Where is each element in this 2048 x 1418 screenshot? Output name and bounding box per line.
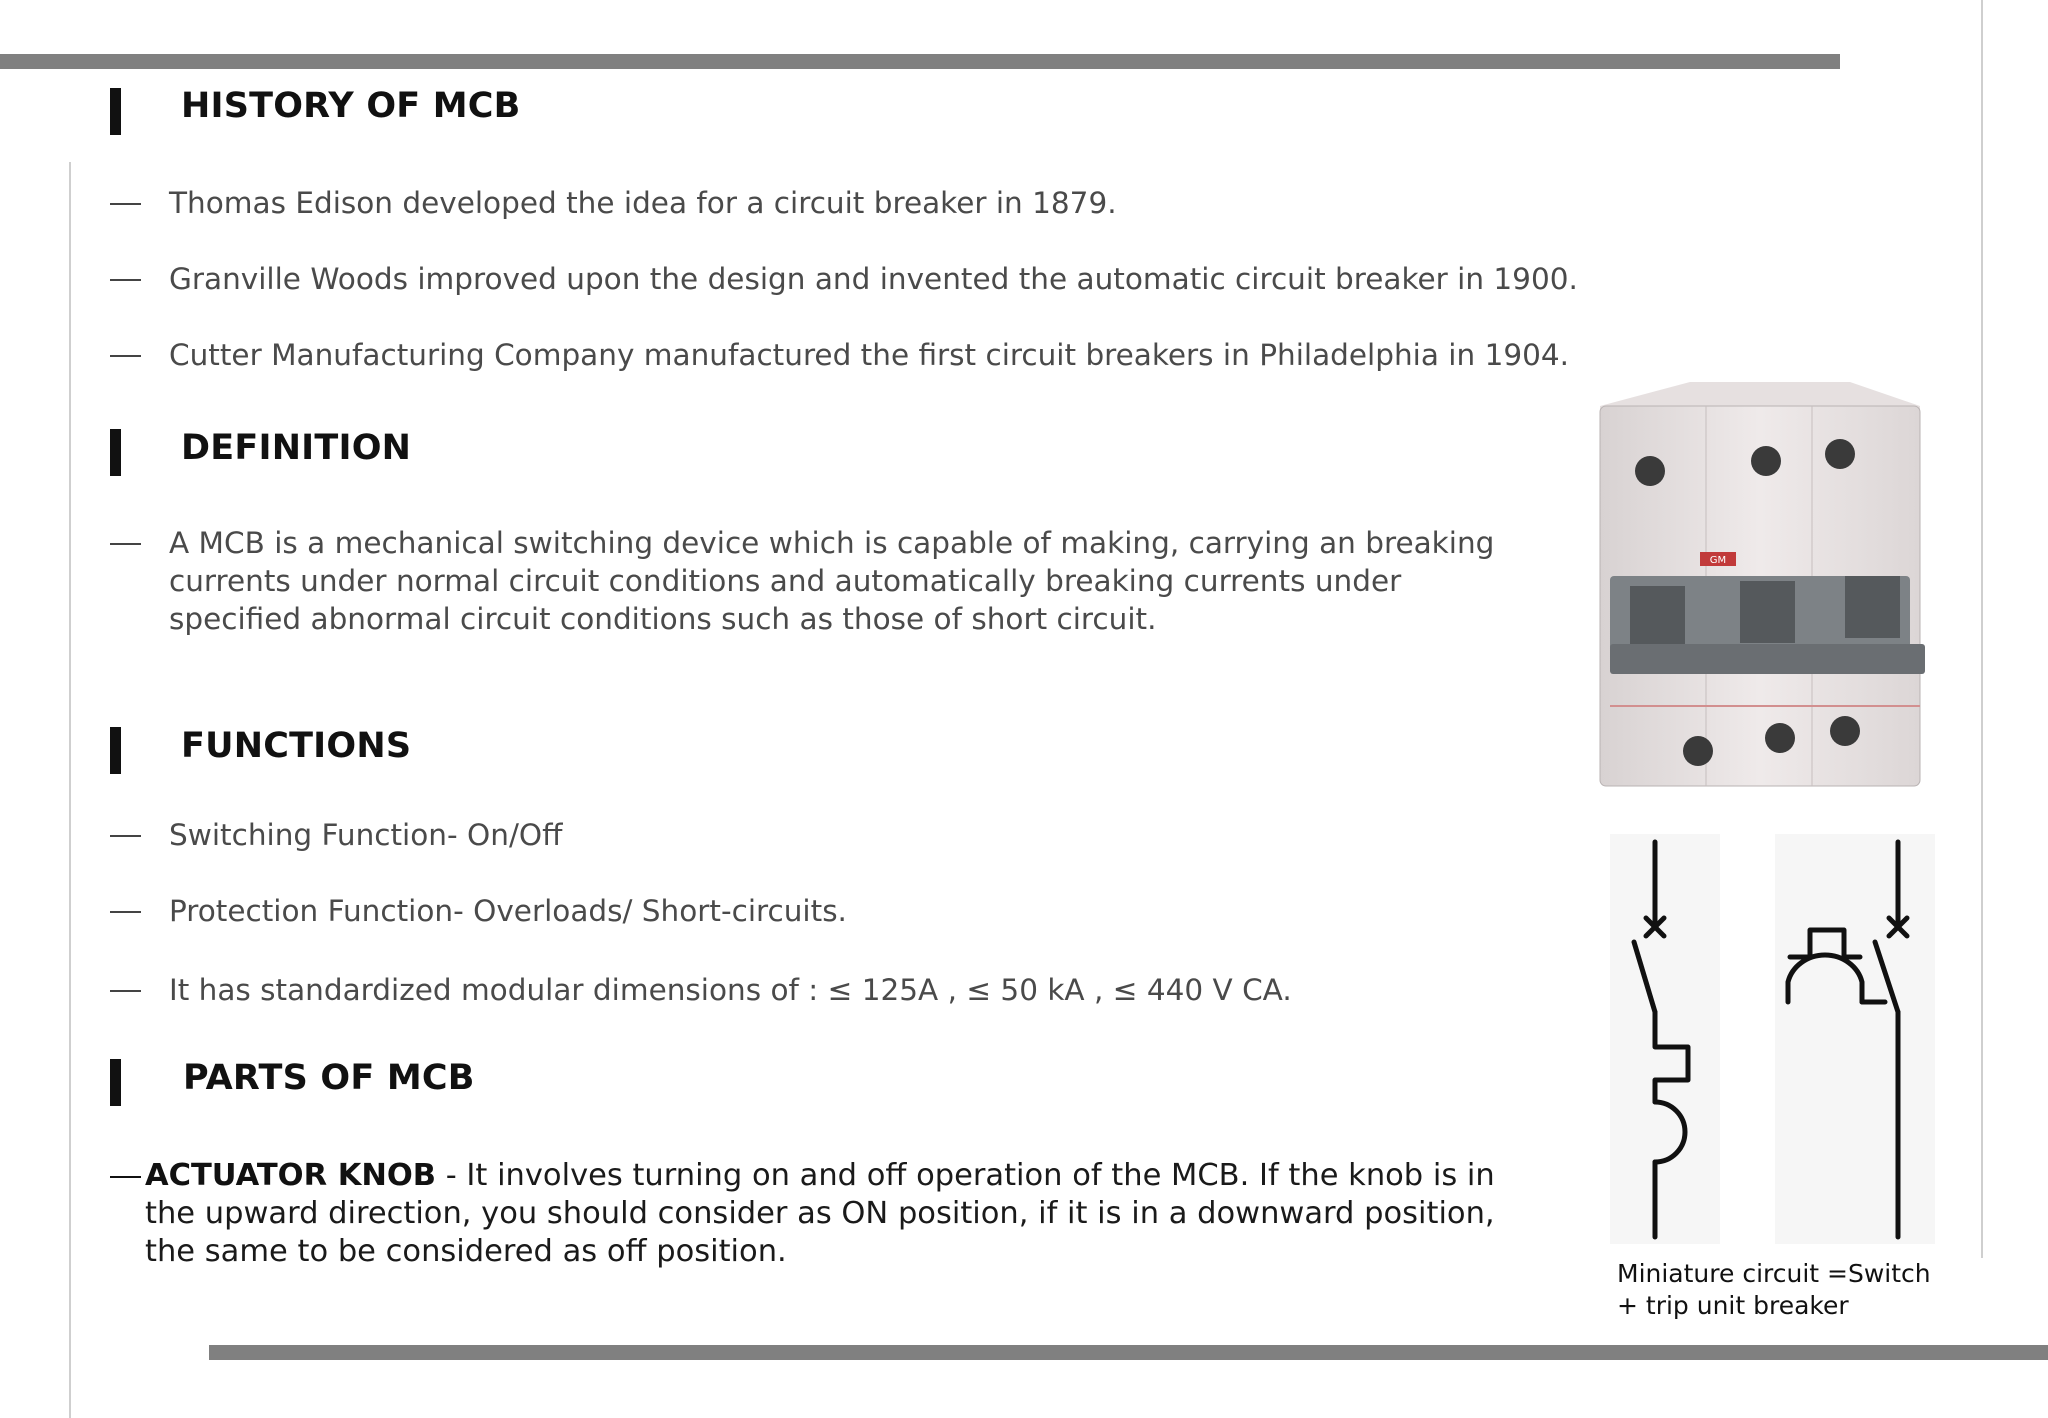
caption-line-1: Miniature circuit =Switch xyxy=(1617,1259,1931,1288)
bullet-dash: — xyxy=(110,816,141,851)
figure-caption xyxy=(1617,1258,1931,1322)
bullet-dash: — xyxy=(110,1157,141,1192)
heading-marker xyxy=(110,1059,121,1106)
bullet-dash: — xyxy=(110,260,141,295)
history-item-1: Thomas Edison developed the idea for a circuit breaker in 1879. xyxy=(169,186,1117,220)
parts-item-actuator-knob xyxy=(145,1157,1515,1271)
heading-marker xyxy=(110,88,121,135)
right-border-line xyxy=(1981,0,1983,1258)
functions-item-1: Switching Function- On/Off xyxy=(169,818,563,852)
mcb-circuit-symbol xyxy=(1600,832,1940,1252)
heading-marker xyxy=(110,429,121,476)
functions-item-3: It has standardized modular dimensions of : ≤ 125A , ≤ 50 kA , ≤ 440 V CA. xyxy=(169,973,1292,1007)
bullet-dash: — xyxy=(110,184,141,219)
section-title-functions: FUNCTIONS xyxy=(181,726,412,766)
top-rule xyxy=(0,54,1840,69)
bullet-dash: — xyxy=(110,524,141,559)
bullet-dash: — xyxy=(110,971,141,1006)
brand-label: GM xyxy=(1709,555,1727,566)
section-title-definition: DEFINITION xyxy=(181,428,412,468)
definition-item-1: A MCB is a mechanical switching device which is capable of making, carrying an breaking currents under normal circuit conditions and automatically breaking currents under specified abnormal circuit conditions such as those of short circuit. xyxy=(169,526,1495,636)
section-title-history: HISTORY OF MCB xyxy=(181,86,521,126)
caption-line-2: + trip unit breaker xyxy=(1617,1291,1849,1320)
section-title-parts: PARTS OF MCB xyxy=(183,1058,475,1098)
bullet-dash: — xyxy=(110,892,141,927)
heading-marker xyxy=(110,727,121,774)
mcb-breaker-image xyxy=(1590,376,1930,788)
history-item-2: Granville Woods improved upon the design and invented the automatic circuit breaker in 1900. xyxy=(169,262,1578,296)
parts-term: ACTUATOR KNOB xyxy=(145,1158,437,1193)
parts-description: - It involves turning on and off operation of the MCB. If the knob is in the upward direction, you should consider as ON position, if it is in a downward position, the same to be considered as off position. xyxy=(145,1158,1495,1269)
left-border-line xyxy=(69,162,71,1418)
bottom-rule xyxy=(209,1345,2048,1360)
functions-item-2: Protection Function- Overloads/ Short-circuits. xyxy=(169,894,847,928)
bullet-dash: — xyxy=(110,336,141,371)
history-item-3: Cutter Manufacturing Company manufactured the first circuit breakers in Philadelphia in 1904. xyxy=(169,338,1570,372)
